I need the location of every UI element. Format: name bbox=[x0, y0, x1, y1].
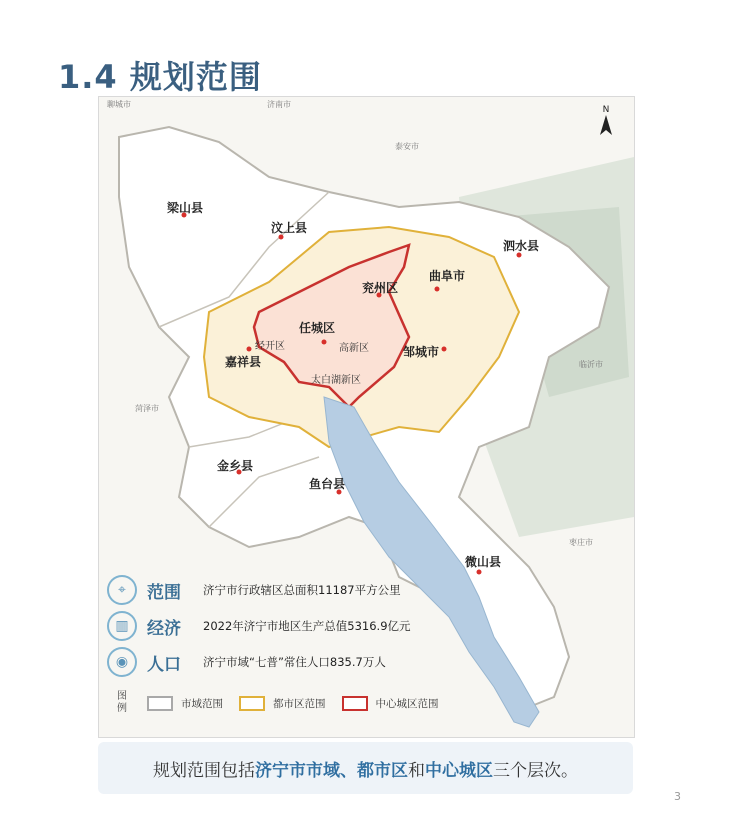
info-row-population bbox=[107, 647, 386, 677]
north-arrow-icon: N bbox=[599, 105, 613, 139]
county-label-zoucheng: 邹城市 bbox=[403, 345, 440, 359]
banner-text-post: 三个层次。 bbox=[493, 760, 578, 781]
legend-item-metro bbox=[239, 696, 326, 711]
bar-chart-icon: ▥ bbox=[107, 611, 137, 641]
legend-swatch-central bbox=[342, 696, 368, 711]
banner-text-pre: 规划范围包括 bbox=[153, 760, 255, 781]
legend-swatch-metro bbox=[239, 696, 265, 711]
county-label-yutai: 鱼台县 bbox=[309, 477, 346, 491]
banner-highlight-central: 中心城区 bbox=[425, 760, 493, 781]
page-number: 3 bbox=[674, 790, 681, 803]
district-label-jingkai: 经开区 bbox=[255, 341, 285, 352]
info-row-scope bbox=[107, 575, 401, 605]
map-legend bbox=[117, 691, 455, 715]
banner-text-mid: 和 bbox=[408, 760, 425, 781]
neighbor-label-heze: 菏泽市 bbox=[135, 404, 159, 413]
county-label-jinxiang: 金乡县 bbox=[217, 459, 254, 473]
neighbor-label-jinan: 济南市 bbox=[267, 100, 291, 109]
county-label-wenshang: 汶上县 bbox=[271, 221, 308, 235]
district-label-gaoxin: 高新区 bbox=[339, 343, 369, 354]
legend-item-central bbox=[342, 696, 439, 711]
info-title-economy: 经济 bbox=[147, 618, 181, 639]
map-canvas bbox=[99, 97, 634, 737]
info-text-economy: 2022年济宁市地区生产总值5316.9亿元 bbox=[203, 619, 411, 633]
county-label-qufu: 曲阜市 bbox=[429, 269, 466, 283]
neighbor-label-liaocheng: 聊城市 bbox=[107, 100, 131, 109]
info-title-population: 人口 bbox=[147, 654, 181, 675]
banner-highlight-city: 济宁市市域 bbox=[255, 760, 340, 781]
info-row-economy bbox=[107, 611, 411, 641]
county-label-jiaxiang: 嘉祥县 bbox=[225, 355, 262, 369]
neighbor-label-zaozhuang: 枣庄市 bbox=[569, 538, 593, 547]
info-text-scope: 济宁市行政辖区总面积11187平方公里 bbox=[203, 583, 401, 597]
planning-map bbox=[98, 96, 635, 738]
legend-swatch-city bbox=[147, 696, 173, 711]
page-title: 1.4 规划范围 bbox=[58, 58, 262, 96]
legend-heading: 图例 bbox=[117, 691, 127, 714]
legend-label-city: 市域范围 bbox=[181, 697, 223, 710]
banner-separator: 、 bbox=[340, 760, 357, 781]
banner-highlight-metro: 都市区 bbox=[357, 760, 408, 781]
legend-label-metro: 都市区范围 bbox=[273, 697, 326, 710]
map-icon: ⌖ bbox=[107, 575, 137, 605]
county-label-sishui: 泗水县 bbox=[503, 239, 540, 253]
county-label-yanzhou: 兖州区 bbox=[362, 281, 399, 295]
neighbor-label-taian: 泰安市 bbox=[395, 142, 419, 151]
summary-banner bbox=[98, 742, 633, 794]
person-icon: ◉ bbox=[107, 647, 137, 677]
legend-item-city bbox=[147, 696, 223, 711]
county-label-liangshan: 梁山县 bbox=[167, 201, 204, 215]
neighbor-label-linyi: 临沂市 bbox=[579, 360, 603, 369]
info-text-population: 济宁市域“七普”常住人口835.7万人 bbox=[203, 655, 386, 669]
legend-label-central: 中心城区范围 bbox=[375, 697, 439, 710]
info-title-scope: 范围 bbox=[147, 582, 181, 603]
county-label-rencheng: 任城区 bbox=[299, 321, 336, 335]
county-label-weishan: 微山县 bbox=[465, 555, 502, 569]
district-label-taibaihu: 太白湖新区 bbox=[311, 375, 361, 386]
